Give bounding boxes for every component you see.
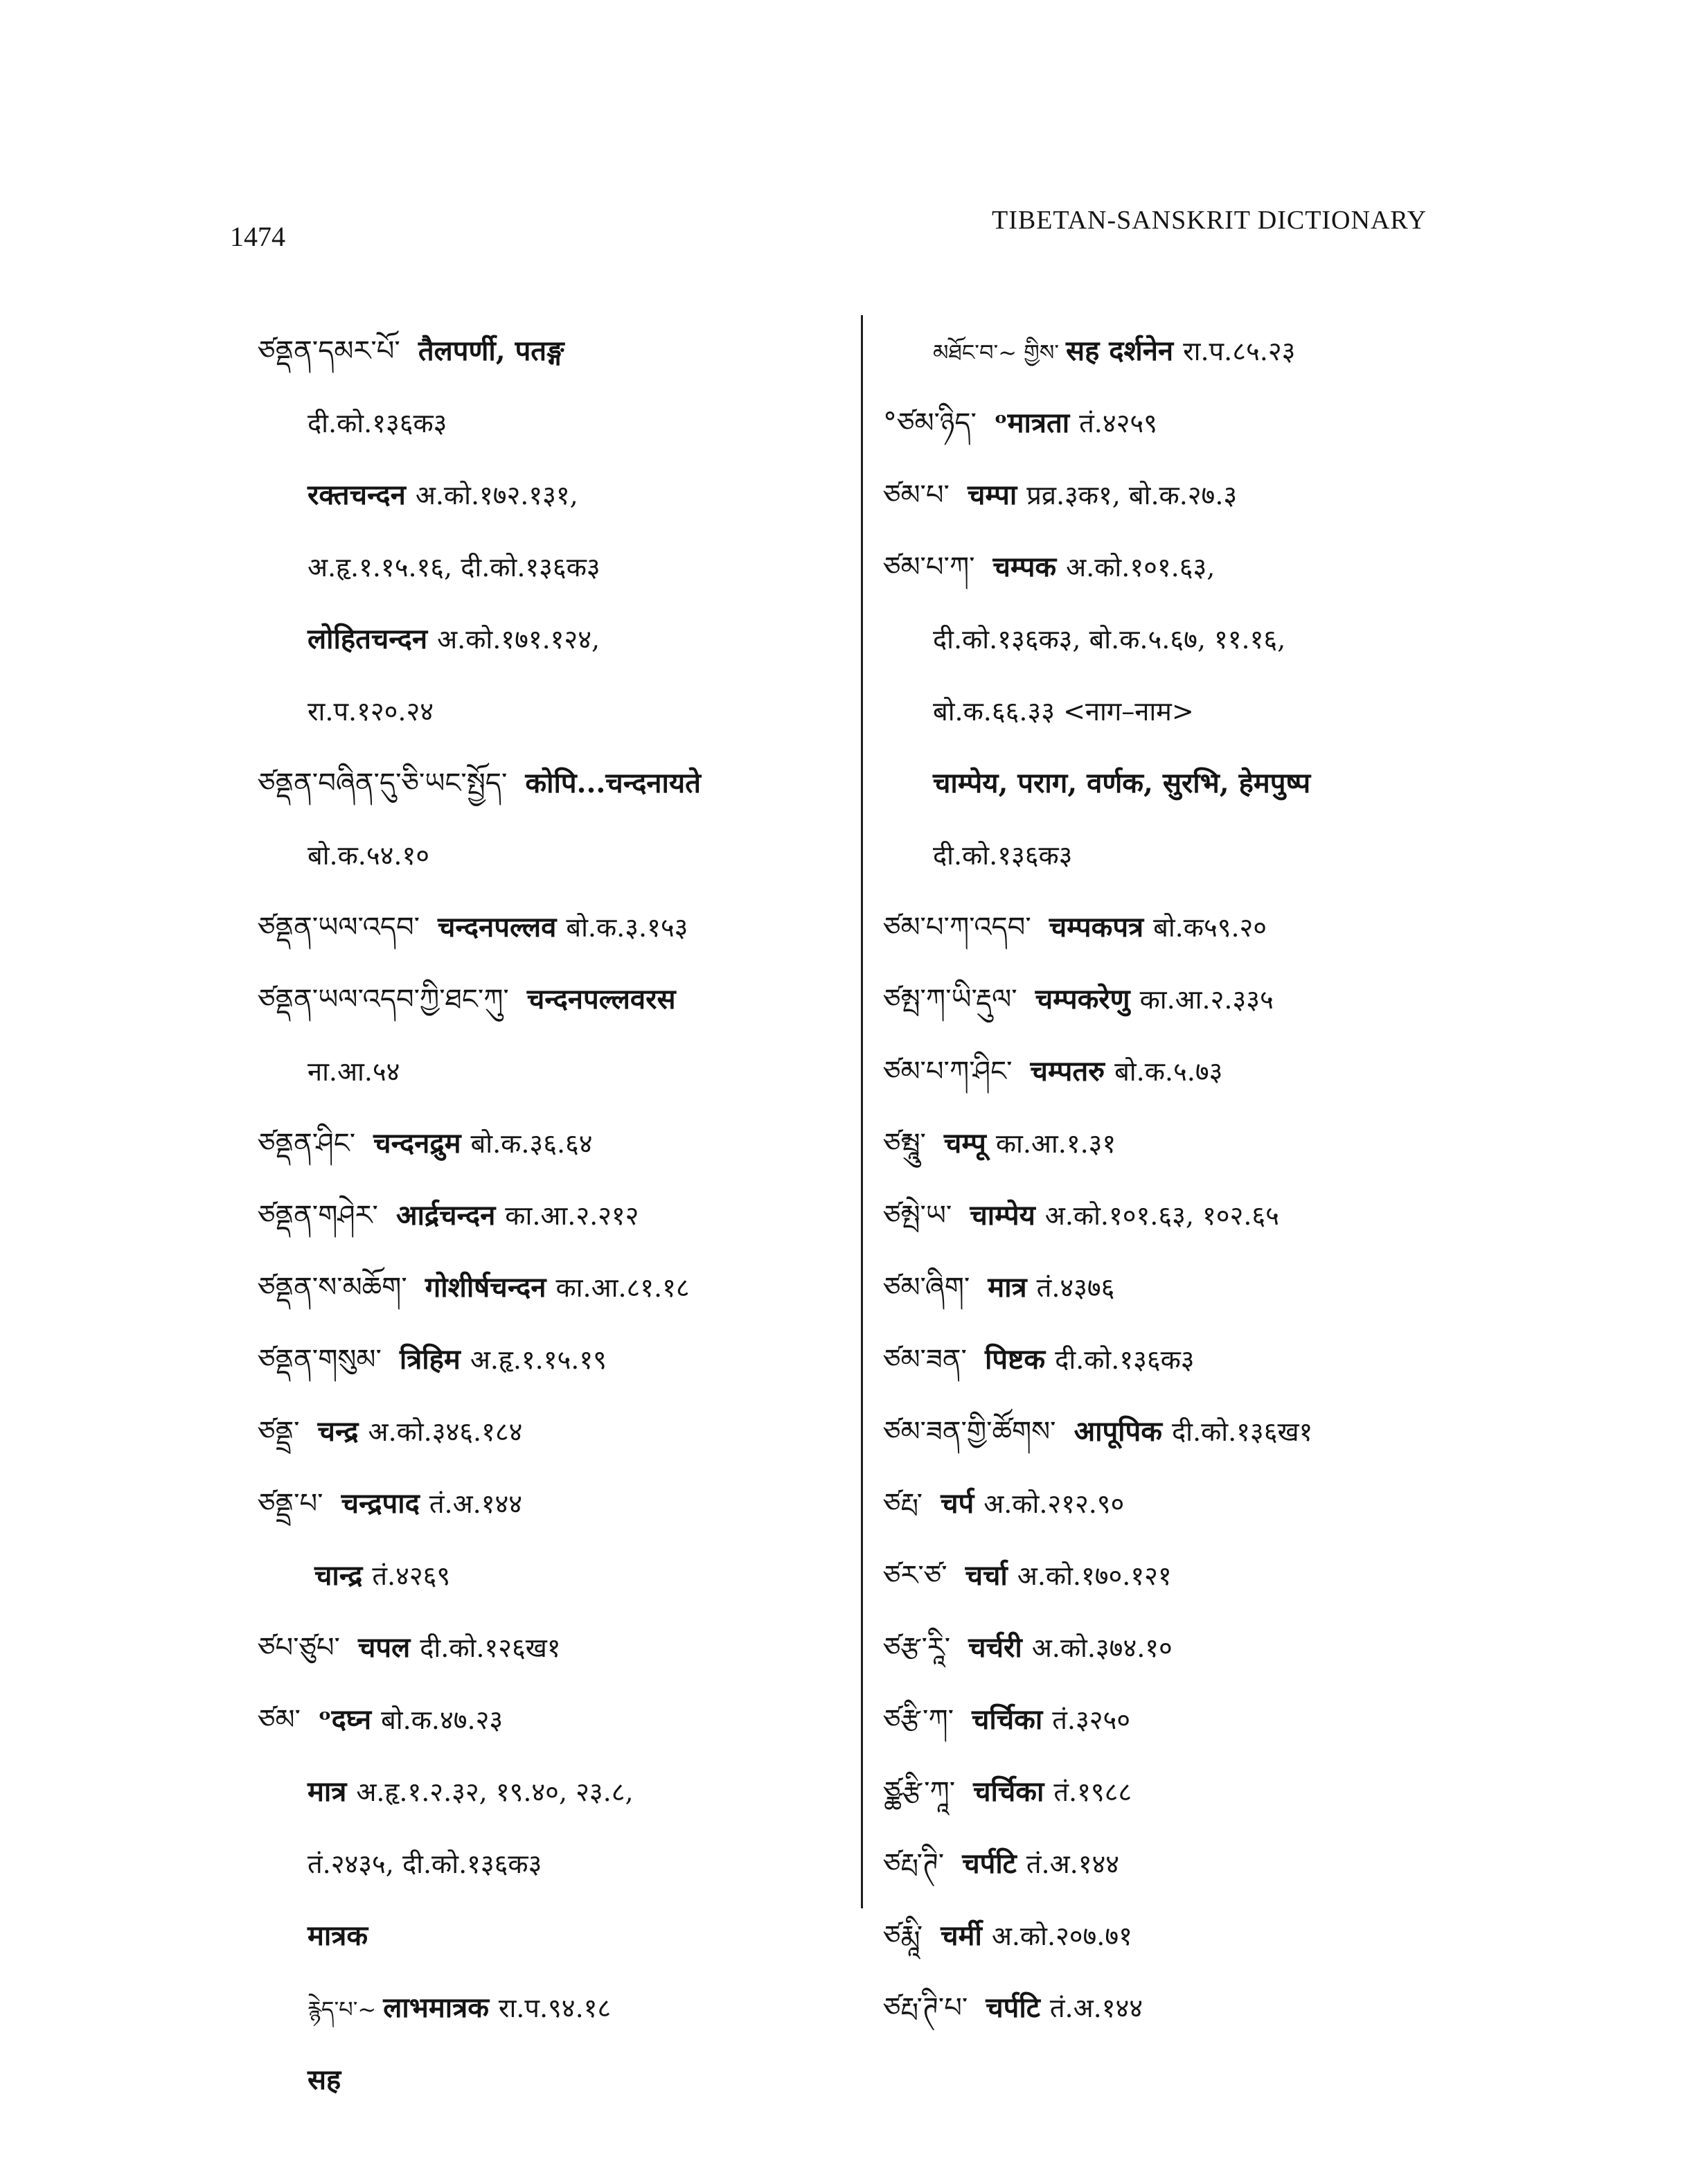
- tibetan-headword: ཙམ་པ་ཀ་ཤིང་: [883, 1056, 1013, 1087]
- source-reference: अ.हृ.१.२.३२, १९.४०, २३.८,: [356, 1777, 634, 1807]
- tibetan-headword: ཙནྡན་གསུམ་: [258, 1344, 382, 1376]
- dictionary-entry-line: [883, 1036, 1576, 1108]
- sanskrit-equivalent: तैलपर्णी, पतङ्ग: [418, 335, 564, 367]
- tibetan-headword: ཙརྤ་ཊི་པ་: [883, 1992, 968, 2024]
- sanskrit-equivalent: मात्र: [988, 1271, 1027, 1304]
- dictionary-entry-line: [258, 1468, 867, 1540]
- tibetan-headword: རྙེད་པ་~: [308, 1996, 377, 2023]
- dictionary-entry-line: [258, 315, 867, 387]
- source-reference: ना.आ.५४: [308, 1056, 400, 1087]
- sanskrit-equivalent: चर्चा: [965, 1559, 1008, 1592]
- dictionary-entry-line: [883, 1108, 1576, 1180]
- sanskrit-equivalent: चर्पटि: [986, 1991, 1040, 2024]
- dictionary-entry-line: [258, 1180, 867, 1252]
- sanskrit-equivalent: आर्द्रचन्दन: [395, 1199, 496, 1232]
- tibetan-headword: ཙརྤ་ཊི་: [883, 1848, 945, 1880]
- sanskrit-equivalent: चान्द्र: [314, 1559, 363, 1592]
- tibetan-headword: ཙམ་པ་: [883, 479, 950, 511]
- dictionary-entry-line: [258, 675, 867, 747]
- dictionary-entry-line: [258, 1612, 867, 1684]
- sanskrit-equivalent: चम्पा: [967, 479, 1017, 511]
- dictionary-entry-line: [258, 964, 867, 1036]
- sanskrit-equivalent: मात्रक: [308, 1919, 368, 1952]
- dictionary-entry-line: [883, 1180, 1576, 1252]
- dictionary-entry-line: [258, 459, 867, 531]
- sanskrit-equivalent: चपल: [357, 1631, 411, 1664]
- source-reference: रा.प.८५.२३: [1183, 336, 1296, 366]
- dictionary-entry-line: [883, 1324, 1576, 1396]
- dictionary-entry-line: [883, 675, 1576, 747]
- source-reference: बो.क.४७.२३: [381, 1705, 504, 1735]
- right-column: [883, 315, 1576, 2044]
- dictionary-entry-line: [258, 819, 867, 891]
- tibetan-headword: ཙར་ཙ་: [883, 1560, 947, 1592]
- sanskrit-equivalent: कोपि...चन्दनायते: [525, 767, 701, 799]
- tibetan-headword: ཙམ་ཞིག་: [883, 1272, 970, 1304]
- running-title: TIBETAN-SANSKRIT DICTIONARY: [992, 206, 1427, 235]
- sanskrit-equivalent: चम्पू: [943, 1127, 986, 1160]
- source-reference: तं.४२५९: [1079, 408, 1157, 438]
- sanskrit-equivalent: चर्चिका: [972, 1703, 1043, 1736]
- sanskrit-equivalent: चाम्पेय, पराग, वर्णक, सुरभि, हेमपुष्प: [933, 767, 1311, 799]
- dictionary-entry-line: [258, 1972, 867, 2044]
- source-reference: अ.को.१७२.१३१,: [415, 480, 578, 511]
- dictionary-entry-line: [883, 1396, 1576, 1468]
- dictionary-entry-line: [883, 1972, 1576, 2044]
- sanskrit-equivalent: चर्मी: [941, 1919, 982, 1952]
- source-reference: तं.२४३५, दी.को.१३६क३: [308, 1849, 542, 1879]
- source-reference: रा.प.९४.१८: [498, 1993, 612, 2023]
- source-reference: रा.प.१२०.२४: [308, 696, 434, 727]
- source-reference: बो.क५९.२०: [1153, 912, 1267, 943]
- sanskrit-equivalent: गोशीर्षचन्दन: [425, 1271, 546, 1304]
- sanskrit-equivalent: चर्चिका: [973, 1775, 1044, 1808]
- source-reference: बो.क.३६.६४: [470, 1128, 593, 1159]
- dictionary-entry-line: [258, 1324, 867, 1396]
- dictionary-entry-line: [258, 387, 867, 459]
- source-reference: तं.अ.१४४: [429, 1489, 523, 1519]
- sanskrit-equivalent: चन्दनपल्लव: [438, 911, 557, 943]
- tibetan-headword: ཙནྡྲ་: [258, 1416, 300, 1448]
- sanskrit-equivalent: लाभमात्रक: [383, 1991, 489, 2024]
- dictionary-entry-line: [883, 1684, 1576, 1756]
- dictionary-entry-line: [883, 964, 1576, 1036]
- dictionary-entry-line: [258, 2044, 867, 2116]
- source-reference: तं.अ.१४४: [1049, 1993, 1143, 2023]
- sanskrit-equivalent: चर्प: [941, 1487, 974, 1520]
- sanskrit-equivalent: चम्पतरु: [1030, 1055, 1105, 1087]
- source-reference: दी.को.१३६क३: [933, 840, 1073, 871]
- dictionary-entry-line: [883, 387, 1576, 459]
- tibetan-headword: ཙནྡན་ས་མཆོག་: [258, 1272, 407, 1304]
- sanskrit-equivalent: मात्र: [308, 1775, 347, 1808]
- sanskrit-equivalent: चन्द्रपाद: [341, 1487, 420, 1520]
- tibetan-headword: ཙནྡྲ་པ་: [258, 1488, 323, 1520]
- source-reference: दी.को.१३६ख१: [1171, 1417, 1313, 1447]
- source-reference: अ.को.१०१.६३, १०२.६५: [1044, 1200, 1279, 1231]
- tibetan-headword: ཙརྤ་: [883, 1488, 923, 1520]
- source-reference: का.आ.८१.१८: [555, 1272, 690, 1303]
- source-reference: दी.को.१३६क३: [308, 408, 447, 438]
- dictionary-entry-line: [258, 1684, 867, 1756]
- source-reference: तं.४३७६: [1036, 1272, 1115, 1303]
- dictionary-entry-line: [258, 603, 867, 675]
- left-column: [258, 315, 867, 2116]
- sanskrit-equivalent: चर्पटि: [962, 1847, 1017, 1880]
- page-number: 1474: [230, 221, 285, 252]
- sanskrit-equivalent: त्रिहिम: [399, 1343, 461, 1376]
- dictionary-entry-line: [258, 1252, 867, 1324]
- source-reference: अ.हृ.१.१५.१६, दी.को.१३६क३: [308, 552, 600, 583]
- tibetan-headword: མཐོང་བ་~ གྱིས་: [933, 339, 1060, 366]
- tibetan-headword: ཙམྤ་ཀ་ཡི་རྡུལ་: [883, 984, 1017, 1015]
- tibetan-headword: ཙརྩི་ཀ་: [883, 1704, 954, 1736]
- sanskrit-equivalent: सह दर्शनेन: [1066, 335, 1174, 367]
- dictionary-entry-line: [258, 1540, 867, 1612]
- source-reference: तं.४२६९: [372, 1561, 451, 1591]
- source-reference: अ.को.२०७.७१: [991, 1921, 1132, 1951]
- dictionary-entry-line: [883, 819, 1576, 891]
- source-reference: तं.अ.१४४: [1026, 1849, 1119, 1879]
- source-reference: बो.क.६६.३३ <नाग–नाम>: [933, 696, 1194, 727]
- dictionary-entry-line: [883, 315, 1576, 387]
- dictionary-entry-line: [883, 1468, 1576, 1540]
- source-reference: तं.१९८८: [1053, 1777, 1132, 1807]
- source-reference: बो.क.५.७३: [1114, 1056, 1223, 1087]
- tibetan-headword: ཙམ་ཟན་གྱི་ཚོགས་: [883, 1416, 1056, 1448]
- dictionary-entry-line: [883, 1612, 1576, 1684]
- source-reference: अ.को.१७०.१२१: [1017, 1561, 1172, 1591]
- source-reference: अ.हृ.१.१५.१९: [470, 1344, 607, 1375]
- dictionary-entry-line: [258, 747, 867, 819]
- sanskrit-equivalent: चन्द्र: [317, 1415, 359, 1448]
- dictionary-entry-line: [883, 1756, 1576, 1828]
- sanskrit-equivalent: रक्तचन्दन: [308, 479, 406, 511]
- sanskrit-equivalent: ᵒदघ्न: [318, 1703, 372, 1736]
- dictionary-entry-line: [883, 1828, 1576, 1900]
- tibetan-headword: ཙཔ་ཙུཔ་: [258, 1632, 340, 1664]
- source-reference: का.आ.२.२१२: [505, 1200, 639, 1231]
- tibetan-headword: ཙམྤཱུ་: [883, 1128, 926, 1160]
- sanskrit-equivalent: ᵒमात्रता: [994, 407, 1070, 439]
- tibetan-headword: ཙནྡན་ཡལ་འདབ་ཀྱི་ཐང་ཀུ་: [258, 984, 509, 1015]
- tibetan-headword: ཙནྡན་བཞིན་དུ་ཅི་ཡང་སྤྱོད་: [258, 767, 508, 799]
- sanskrit-equivalent: पिष्टक: [984, 1343, 1046, 1376]
- tibetan-headword: ཙམ་: [258, 1704, 301, 1736]
- sanskrit-equivalent: चन्दनपल्लवरस: [526, 983, 676, 1015]
- tibetan-headword: ཙརྩ་རཱི་: [883, 1632, 951, 1664]
- dictionary-entry-line: [883, 747, 1576, 819]
- source-reference: प्रव्र.३क१, बो.क.२७.३: [1026, 480, 1238, 511]
- dictionary-entry-line: [883, 459, 1576, 531]
- dictionary-entry-line: [258, 1828, 867, 1900]
- source-reference: अ.को.२१२.९०: [983, 1489, 1125, 1519]
- source-reference: बो.क.५४.१०: [308, 840, 430, 871]
- sanskrit-equivalent: चाम्पेय: [970, 1199, 1035, 1232]
- tibetan-headword: ཙནྡན་གཤེར་: [258, 1200, 378, 1232]
- tibetan-headword: ཙམྤེ་ཡ་: [883, 1200, 952, 1232]
- dictionary-entry-line: [258, 1108, 867, 1180]
- tibetan-headword: ཙམ་ཟན་: [883, 1344, 967, 1376]
- dictionary-entry-line: [258, 1756, 867, 1828]
- tibetan-headword: ཙམ་པ་ཀ་: [883, 551, 975, 583]
- source-reference: बो.क.३.१५३: [566, 912, 688, 943]
- source-reference: अ.को.३४६.१८४: [368, 1417, 523, 1447]
- tibetan-headword: ཙྪརྩི་ཀཱ་: [883, 1776, 956, 1808]
- source-reference: अ.को.३७४.१०: [1031, 1633, 1173, 1663]
- sanskrit-equivalent: सह: [308, 2063, 341, 2096]
- source-reference: तं.३२५०: [1052, 1705, 1131, 1735]
- source-reference: दी.को.१३६क३, बो.क.५.६७, ११.१६,: [933, 624, 1286, 655]
- dictionary-entry-line: [883, 1900, 1576, 1972]
- dictionary-entry-line: [883, 603, 1576, 675]
- dictionary-entry-line: [258, 891, 867, 964]
- dictionary-entry-line: [883, 531, 1576, 603]
- dictionary-entry-line: [883, 891, 1576, 964]
- tibetan-headword: ཙནྡན་ཤིང་: [258, 1128, 356, 1160]
- sanskrit-equivalent: चर्चरी: [968, 1631, 1022, 1664]
- tibetan-headword: ཙརྨཱི་: [883, 1920, 923, 1952]
- dictionary-entry-line: [258, 531, 867, 603]
- source-reference: दी.को.१३६क३: [1055, 1344, 1195, 1375]
- dictionary-entry-line: [258, 1900, 867, 1972]
- dictionary-entry-line: [883, 1540, 1576, 1612]
- tibetan-headword: ཙམ་པ་ཀ་འདབ་: [883, 912, 1031, 943]
- dictionary-entry-line: [258, 1036, 867, 1108]
- sanskrit-equivalent: चम्पक: [992, 551, 1057, 583]
- sanskrit-equivalent: लोहितचन्दन: [308, 623, 428, 655]
- sanskrit-equivalent: चन्दनद्रुम: [373, 1127, 461, 1160]
- source-reference: अ.को.१७१.१२४,: [437, 624, 600, 655]
- tibetan-headword: °ཙམ་ཉིད་: [883, 407, 977, 439]
- dictionary-entry-line: [258, 1396, 867, 1468]
- sanskrit-equivalent: चम्पकरेणु: [1035, 983, 1130, 1015]
- source-reference: का.आ.२.३३५: [1139, 984, 1274, 1015]
- sanskrit-equivalent: चम्पकपत्र: [1049, 911, 1144, 943]
- tibetan-headword: ཙནྡན་དམར་པོ་: [258, 335, 400, 367]
- dictionary-entry-line: [883, 1252, 1576, 1324]
- sanskrit-equivalent: आपूपिक: [1074, 1415, 1162, 1448]
- source-reference: का.आ.१.३१: [995, 1128, 1116, 1159]
- source-reference: अ.को.१०१.६३,: [1066, 552, 1215, 583]
- source-reference: दी.को.१२६ख१: [420, 1633, 561, 1663]
- tibetan-headword: ཙནྡན་ཡལ་འདབ་: [258, 912, 420, 943]
